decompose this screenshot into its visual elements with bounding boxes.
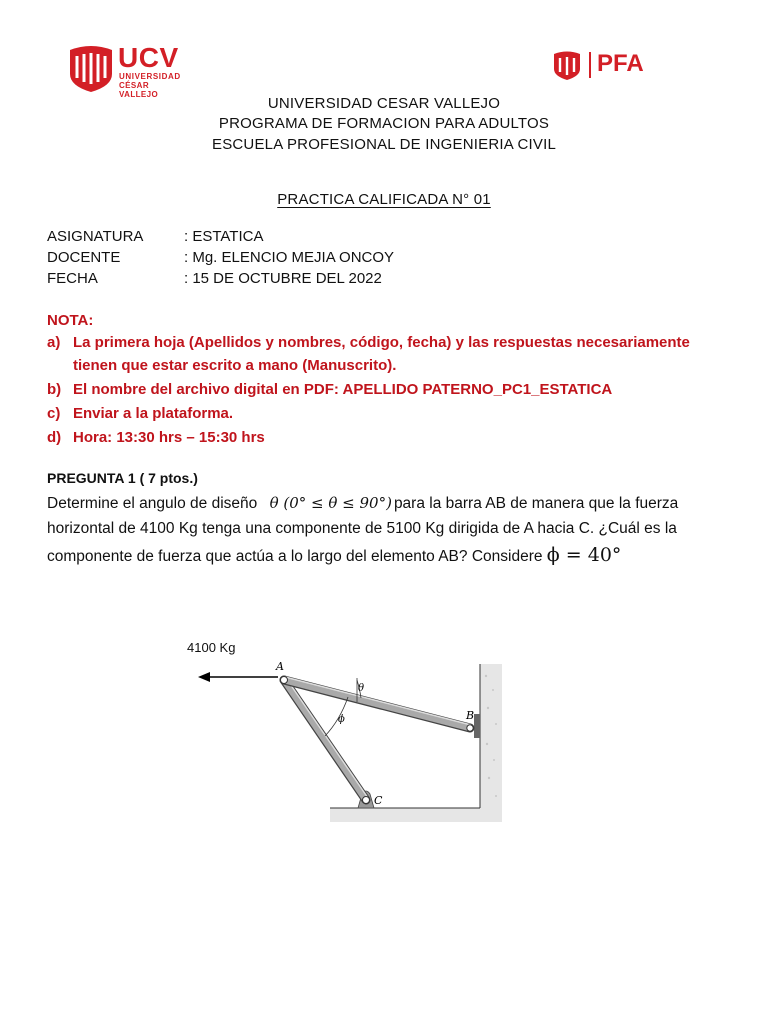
force-label: 4100 Kg: [187, 640, 236, 655]
ucv-abbrev: UCV: [118, 42, 179, 73]
force-arrow-icon: [198, 672, 278, 682]
nota-marker-b: b): [47, 381, 62, 398]
pin-c-icon: [363, 797, 370, 804]
right-wall: [480, 664, 502, 808]
pfa-logo: [553, 50, 673, 84]
info-value-date: : 15 DE OCTUBRE DEL 2022: [184, 270, 382, 287]
pin-b-icon: [467, 725, 473, 731]
ground: [330, 808, 502, 822]
support-b: [474, 714, 480, 738]
question-line2: horizontal de 4100 Kg tenga una componente de 5100 Kg dirigida de A hacia C. ¿Cuál es la: [47, 520, 677, 537]
practice-title: [0, 191, 768, 208]
question-text-3: componente de fuerza que actúa a lo largo del elemento AB? Considere: [47, 548, 543, 565]
practice-title-text: PRACTICA CALIFICADA N° 01: [277, 191, 491, 208]
question-title: PREGUNTA 1 ( 7 ptos.): [47, 470, 198, 486]
question-text-1a: Determine el angulo de diseño: [47, 495, 258, 512]
info-label-teacher: DOCENTE: [47, 249, 121, 266]
label-theta: θ: [358, 683, 365, 694]
nota-marker-a: a): [47, 334, 61, 351]
question-line3: [47, 542, 721, 570]
ucv-name-line2: CÉSAR VALLEJO: [119, 81, 159, 99]
pfa-emblem-icon: [553, 50, 581, 80]
pin-a-icon: [281, 677, 288, 684]
nota-title: NOTA:: [47, 312, 94, 329]
info-value-teacher: : Mg. ELENCIO MEJIA ONCOY: [184, 249, 395, 266]
school-name: ESCUELA PROFESIONAL DE INGENIERIA CIVIL: [211, 136, 556, 153]
nota-item-a-cont: tienen que estar escrito a mano (Manuscrito).: [73, 357, 397, 374]
nota-item-c: Enviar a la plataforma.: [73, 405, 234, 422]
label-a: A: [276, 660, 284, 673]
info-value-subject: : ESTATICA: [184, 228, 264, 245]
pfa-divider: [589, 52, 591, 78]
nota-item-a: La primera hoja (Apellidos y nombres, código, fecha) y las respuestas necesariamente: [73, 334, 690, 351]
ucv-emblem-icon: [68, 44, 114, 92]
info-label-date: FECHA: [47, 270, 98, 287]
nota-marker-d: d): [47, 429, 62, 446]
question-line1: [47, 490, 721, 517]
phi-formula: ϕ = 40°: [546, 544, 622, 566]
nota-marker-c: c): [47, 405, 61, 422]
ucv-name-line1: UNIVERSIDAD: [119, 72, 181, 81]
nota-item-d: Hora: 13:30 hrs – 15:30 hrs: [73, 429, 265, 446]
theta-range-formula: θ (0° ≤ θ ≤ 90°): [269, 494, 392, 512]
label-phi: ϕ: [338, 714, 345, 725]
program-name: PROGRAMA DE FORMACION PARA ADULTOS: [218, 115, 550, 132]
info-label-subject: ASIGNATURA: [47, 228, 144, 245]
ucv-logo: [68, 42, 188, 99]
truss-figure: [190, 656, 530, 846]
nota-item-b: El nombre del archivo digital en PDF: APELLIDO PATERNO_PC1_ESTATICA: [73, 381, 613, 398]
label-b: B: [466, 709, 475, 722]
question-text-1b: para la barra AB de manera que la fuerza: [393, 495, 679, 512]
university-name: UNIVERSIDAD CESAR VALLEJO: [267, 95, 501, 112]
pfa-abbrev: PFA: [597, 50, 644, 77]
label-c: C: [374, 794, 383, 807]
